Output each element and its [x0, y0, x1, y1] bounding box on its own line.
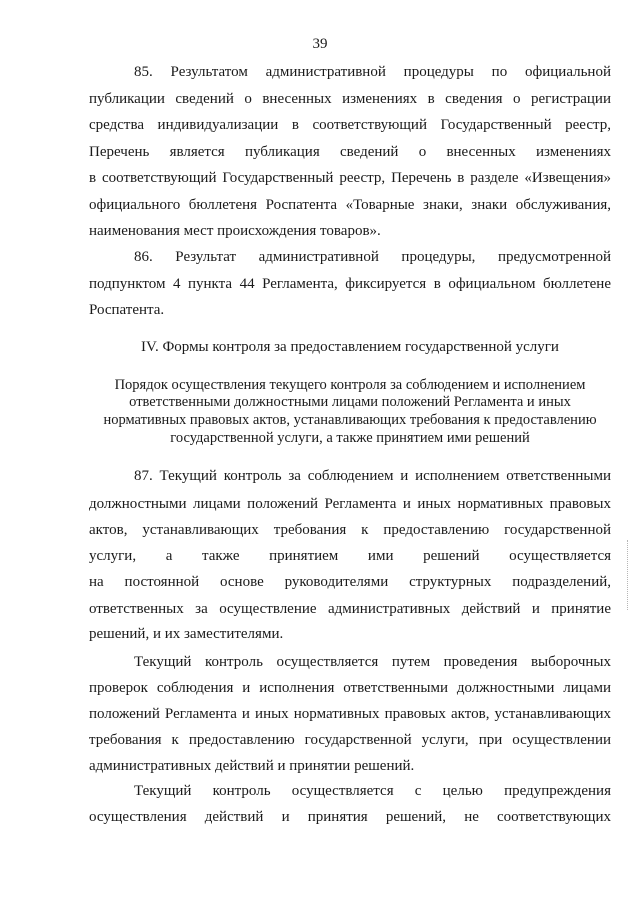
text-line: наименования мест происхождения товаров». [89, 223, 381, 239]
subsection-title-line: государственной услуги, а также принятием ими решений [170, 430, 530, 446]
text-line: публикации сведений о внесенных изменениях в сведения о регистрации [89, 91, 611, 107]
subsection-title-line: Порядок осуществления текущего контроля за соблюдением и исполнением [114, 377, 586, 393]
text-line: Перечень является публикация сведений о внесенных изменениях [89, 144, 611, 160]
text-line: подпунктом 4 пункта 44 Регламента, фиксируется в официальном бюллетене [89, 276, 611, 292]
subsection-title-line: ответственными должностными лицами положений Регламента и иных [129, 394, 571, 410]
text-line: официального бюллетеня Роспатента «Товарные знаки, знаки обслуживания, [89, 197, 611, 213]
text-line: требования к предоставлению государственной услуги, при осуществлении [89, 732, 611, 748]
text-line: услуги, а также принятием ими решений осуществляется [89, 548, 611, 564]
subsection-title-line: нормативных правовых актов, устанавливающих требования к предоставлению [103, 412, 597, 428]
text-line: 87. Текущий контроль за соблюдением и исполнением ответственными [134, 468, 611, 484]
text-line: актов, устанавливающих требования к предоставлению государственной [89, 522, 611, 538]
text-line: проверок соблюдения и исполнения ответственными должностными лицами [89, 680, 611, 696]
text-line: решений, и их заместителями. [89, 626, 284, 642]
text-line: на постоянной основе руководителями структурных подразделений, [89, 574, 611, 590]
text-line: 85. Результатом административной процедуры по официальной [134, 64, 611, 80]
page-number: 39 [312, 36, 328, 52]
text-line: осуществления действий и принятия решений, не соответствующих [89, 809, 611, 825]
text-line: положений Регламента и иных нормативных правовых актов, устанавливающих [89, 706, 611, 722]
text-line: 86. Результат административной процедуры, предусмотренной [134, 249, 611, 265]
text-line: средства индивидуализации в соответствующий Государственный реестр, [89, 117, 611, 133]
text-line: ответственных за осуществление административных действий и принятие [89, 601, 611, 617]
text-line: в соответствующий Государственный реестр, Перечень в разделе «Извещения» [89, 170, 611, 186]
text-line: Текущий контроль осуществляется путем проведения выборочных [134, 654, 611, 670]
text-line: должностными лицами положений Регламента и иных нормативных правовых [89, 496, 611, 512]
text-line: административных действий и принятии решений. [89, 758, 415, 774]
section-title: IV. Формы контроля за предоставлением государственной услуги [141, 339, 559, 355]
margin-scan-mark [627, 540, 630, 610]
text-line: Роспатента. [89, 302, 165, 318]
text-line: Текущий контроль осуществляется с целью предупреждения [134, 783, 611, 799]
